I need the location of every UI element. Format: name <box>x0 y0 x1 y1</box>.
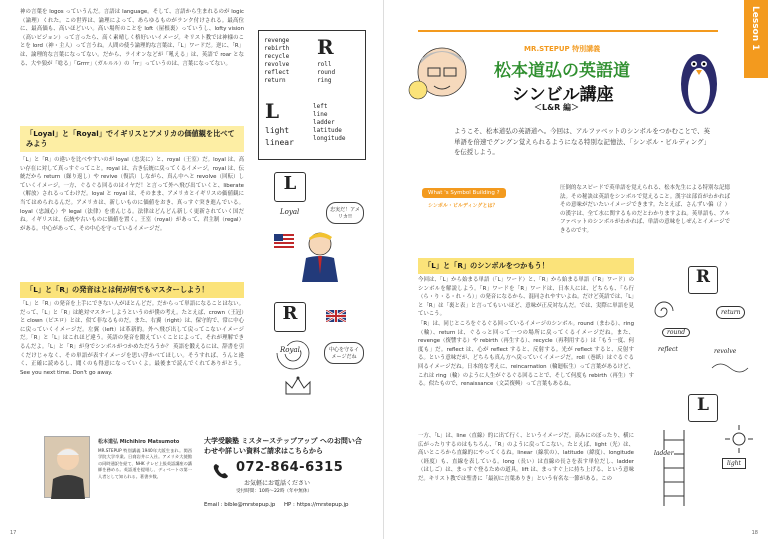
edition-label: ＜L&R 編＞ <box>534 103 580 112</box>
series-subtitle: シンビル講座 <box>512 85 614 105</box>
what-sub: シンボル・ビルディングとは？ <box>428 203 498 209</box>
us-flag-icon <box>274 234 294 248</box>
heading-l-r-symbol: 「L」と「R」のシンボルをつかもう！ <box>418 258 634 274</box>
word-list-box <box>258 30 366 160</box>
phone-hours: 受付時間：10時〜22時（年中無休） <box>236 489 313 494</box>
what-box <box>418 184 540 226</box>
word-list-l: left line ladder latitude longitude <box>313 103 346 142</box>
loyal-label: Loyal <box>280 208 300 216</box>
l-box: L <box>688 394 718 422</box>
ad-title: 大学受験塾 ミスターステップアップ へのお問い合わせや詳しい資料ご請求はこちらから <box>204 437 362 455</box>
author-portrait-icon <box>45 437 91 499</box>
series-label: MR.STEPUP 特別講義 <box>524 45 601 53</box>
left-intro-text: 神の言葉を logos っていうんだ。言語は language。そして、言語から生まれるのが logic（論理）くれた。この世界は、論理によって、あらゆるものがランク付けされる。最高位に、最高価も、高いほどいい。高い場所のことを loft（屋根裏）っていうし、lofty vision（高いビジョン）って言ったら、高く素晴しく格好いいイメージ。キリスト教では神様のことを lord（神・主人）って言うね。人間の使う論理的な言葉は、「L」ワードだ。逆に、「R」は、論理的な言葉になってない。だから、ライオンなどが「吼える」は、英語で roar となる、大や狼が「唸る」「Grrrr」（ガルルル）の「rr」っていうのは、言葉になってない。 <box>20 9 244 67</box>
teacher-caricature-icon <box>406 34 476 114</box>
ill-reflect: reflect <box>658 346 678 353</box>
right-body-3: 一方、「L」は、line（直線）的に出て行く、というイメージだ。高みにのぼったり、横に広がったりするのはもちろん、「R」のように戻ってこない。たとえば、light（光）は、高いところから直線的にやってくるね。linear（線状の）、latitude（緯度）、longitude（経度）も、直線を表している。long（長い）は直線の長さを表す単位だし、ladder（はしご）は、まっすぐ登るための道具。lift は、まっすぐ上に持ち上げる、という意味だ。キリスト教では聖書に「最初に言葉ありき」という有名な一節がある。この <box>418 433 634 482</box>
phone-note: お気軽にお電話ください <box>244 480 311 487</box>
left-body-1: 「L」と「R」の違いを比べやすいのが loyal（忠実に）と、royal（王室）だ。loyal は、高い存在に対して真っすぐってこと。royal は、古き伝統に戻ってくるイメージ。royal は、伝統だから return（繰り返し）や revive（復活）しながら、真ん中へと revolve（回転）していくイメージ。一方、ぐるぐる回るのはイヤだ！と言って外へ飛び出ていくと、liberate（解放）されるってわけだ。loyal と royal は、そのまま、アメリカとイギリスの価値観に当てはめられるんだ。アメリカは、新しいものに価値をおき、真っすぐ突き進んでいる。loyal（忠誠心）や legal（法律）を重んじる。法律はどんどん新しく更新されていく国だね。イギリスは、伝統や古いものに価値を置く。王室（royal）があって、君主制（regal）がある。中心があって、その中心を守っているイメージだ。 <box>20 157 244 232</box>
ill-round: round <box>662 328 690 337</box>
author-photo <box>44 436 90 498</box>
what-body: 圧倒的なスピードで英単語を覚えられる、松本先生による特別な記憶法。その秘訣は英語をシンボルで覚えること。漢字は部首がわかればその意味がだいたいイメージできます。たとえば、さんずい偏（氵）の漢字は、全て水に関するものだとわかりますよね。英単語も、アルファベットのシンボルがわかれば、単語の意味をしぜんとイメージできるのです。 <box>560 185 730 234</box>
right-body-1: 今回は、「L」から始まる単語（「L」ワード）と、「R」から始まる単語（「R」ワード）のシンボルを解説しよう。「R」ワードを「R」ワードは、日本人には、どちらも、「ら行（ら・り・る・れ・ろ）」の発音になるから、混同されやすいよね。だけど英語では、「L」と「R」は「裏と表」と言ってもいいほど、意味が正反対なんだ。では、実際に単語を見ていこう。 <box>418 277 634 318</box>
r-illustrations <box>644 262 760 382</box>
author-bio: MR.STEPUP 特別講義 1940年大阪生まれ。関西学院大学卒業。日商岩井に入社。アメリカ大使館の同時通訳を経て、NHK テレビ上級英語講座の講師を務める。英語道を提唱し、ディベートの第一人者として知られる。著書多数。 <box>98 448 192 479</box>
email-link[interactable]: Email : bible@mrstepup.jp <box>204 502 276 508</box>
heading-pronunciation: 「L」と「R」の発音はとは何が何でもマスターしよう！ <box>20 282 244 298</box>
swirl-return-icon <box>646 296 682 326</box>
bubble-loyal: 忠実だ！アメリカ!! <box>326 202 364 224</box>
left-body-2: 「L」と「R」の発音を上手にできない人がほとんどだ。だからって単語になることはない。だって、「L」と「R」は絶対マスターしようというのが僕の考え。たとえば、crown（王冠）と clown（ピエロ）とは、似て非なるものだ。また、右翼（right）は、保守的で、常に中心に戻っていくイメージだ。左翼（left）は革新的。外へ飛び出して戻ってこないイメージだ。「R」と「L」はこれほど違う。英語の発音を鍛えていくことによって、それが理解できるんだよ。「L」と「R」が身でシンボルがつかめただろうか？ 英語を鍛えるには、辞書を引くだけじゃなく、その単語が表すイメージを思い浮かべてほしい。そうすれば、うんと違く、正確に読めるし、聞くのも得意になっていくよ。最後まで読んでくれてありがとう。See you next time. Don't go away. <box>20 301 244 376</box>
bubble-royal: 中心を守るイメージだね <box>324 342 364 364</box>
right-page-number: 18 <box>751 530 758 536</box>
loyal-illustration <box>270 168 366 288</box>
what-tag: What 's Symbol Building ? <box>422 188 506 198</box>
left-page-number: 17 <box>10 530 17 536</box>
ill-light: light <box>722 458 746 469</box>
word-list-l2: light linear <box>265 126 294 147</box>
trump-figure-icon <box>292 226 348 282</box>
ill-revolve: revolve <box>714 348 737 355</box>
phone-icon <box>212 462 230 480</box>
lesson-tab: Lesson 1 <box>744 0 768 78</box>
phone-number[interactable]: 072-864-6315 <box>236 460 344 475</box>
royal-illustration <box>270 296 366 420</box>
penguin-icon <box>674 40 724 120</box>
royal-label: Royal <box>280 346 300 354</box>
sun-light-icon <box>724 424 754 454</box>
right-body-2: 「R」は、同じところをぐるぐる回っているイメージのシンボル。round（まわる）、ring（輪）、return は、ぐるっと回って一つの場所に戻ってくるイメージだね。また、revenge（復讐する）や rebirth（再生する）、recycle（再利用する）は「もう一度、何度も」だ。reflect は、心が reflect すると、反射する。光が reflect すると、反射する。という意味だが、どちらも真ん方へ戻っていくイメージだ。roll（巻紙）はぐるぐる回るイメージだね。日本的な考えに、reincarnation（輪廻転生）って言葉があるけど、これは ring（輪）のように人生がぐるぐる回ることで、そして何度も rebirth（再生）する。似たもので、renaissance（文芸復興）って言葉もあるね。 <box>418 321 634 388</box>
royal-r-box: R <box>274 302 306 332</box>
right-page <box>384 0 768 539</box>
word-list-r: revenge rebirth recycle revolve reflect return <box>264 37 290 84</box>
flag-swirl-icon <box>710 358 750 378</box>
ill-return: return <box>716 306 745 319</box>
crown-icon <box>284 376 312 396</box>
heading-loyal-royal: 「Loyal」と「Royal」でイギリスとアメリカの価値観を比べてみよう <box>20 126 244 152</box>
loyal-l-box: L <box>274 172 306 202</box>
uk-flag-icon <box>326 310 346 322</box>
ladder-icon <box>658 428 692 508</box>
hp-link[interactable]: HP : https://mrstepup.jp <box>284 502 349 508</box>
r-box: R <box>688 266 718 294</box>
big-letter-r: R <box>317 35 334 59</box>
header-stripe <box>418 30 718 32</box>
word-list-r2: roll round ring <box>317 61 336 84</box>
series-title: 松本道弘の英語道 <box>494 61 630 81</box>
l-illustrations <box>644 390 760 520</box>
big-letter-l: L <box>265 99 280 123</box>
lead-text: ようこそ、松本道弘の英語道へ。今回は、アルファベットのシンボルをつかむことで、英単語を倍速でグングン覚えられるようになる特別な記憶法、「シンボル・ビルディング」を伝授しよう。 <box>454 127 710 157</box>
author-name: 松本道弘 Michihiro Matsumoto <box>98 439 180 445</box>
ill-ladder: ladder <box>654 450 674 457</box>
